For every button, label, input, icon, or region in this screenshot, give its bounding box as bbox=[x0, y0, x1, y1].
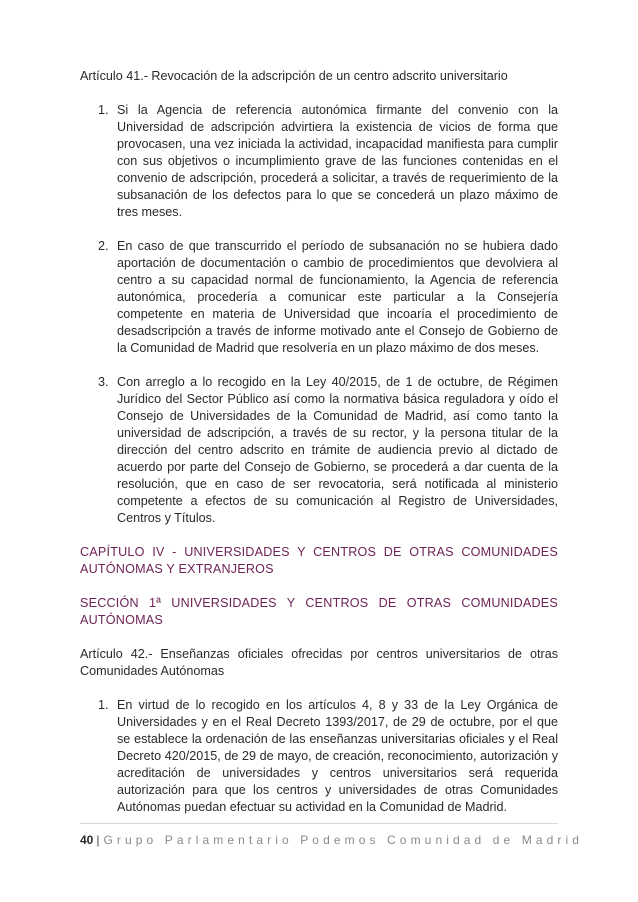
article-41-list bbox=[80, 102, 558, 527]
article-41-item-1 bbox=[80, 102, 558, 221]
footer-organization: Grupo Parlamentario Podemos Comunidad de Madrid bbox=[103, 833, 584, 847]
footer-separator: | bbox=[96, 833, 100, 847]
item-text: Si la Agencia de referencia autonómica firmante del convenio con la Universidad de adscripción advirtiera la existencia de vicios de forma que provocasen, una vez iniciada la actividad, incapacidad manifiesta para cumplir con sus objetivos o incumplimiento grave de las funciones contenidas en el convenio de adscripción, procederá a solicitar, a través de requerimiento de la subsanación de los defectos para lo que se concederá un plazo máximo de tres meses. bbox=[117, 103, 558, 219]
section-heading: SECCIÓN 1ª UNIVERSIDADES Y CENTROS DE OTRAS COMUNIDADES AUTÓNOMAS bbox=[80, 596, 558, 627]
item-number: 1. bbox=[98, 698, 109, 712]
page-content bbox=[80, 68, 558, 833]
article-41-item-2 bbox=[80, 238, 558, 357]
page-footer bbox=[80, 832, 584, 848]
article-41-title: Artículo 41.- Revocación de la adscripción de un centro adscrito universitario bbox=[80, 69, 508, 83]
article-42-item-1 bbox=[80, 697, 558, 816]
article-42-title: Artículo 42.- Enseñanzas oficiales ofrecidas por centros universitarios de otras Comunidades Autónomas bbox=[80, 647, 558, 678]
article-42-list bbox=[80, 697, 558, 816]
page-number: 40 bbox=[80, 833, 94, 847]
item-number: 1. bbox=[98, 103, 109, 117]
chapter-heading: CAPÍTULO IV - UNIVERSIDADES Y CENTROS DE OTRAS COMUNIDADES AUTÓNOMAS Y EXTRANJEROS bbox=[80, 545, 558, 576]
item-text: En virtud de lo recogido en los artículos 4, 8 y 33 de la Ley Orgánica de Universidades y en el Real Decreto 1393/2017, de 29 de octubre, por el que se establece la ordenación de las enseñanzas universitarias oficiales y el Real Decreto 420/2015, de 29 de mayo, de creación, reconocimiento, autorización y acreditación de universidades y centros universitarios será requerida autorización para que los centros y universidades de otras Comunidades Autónomas puedan efectuar su actividad en la Comunidad de Madrid. bbox=[117, 698, 558, 814]
footer-divider bbox=[80, 823, 558, 824]
item-number: 3. bbox=[98, 375, 109, 389]
item-number: 2. bbox=[98, 239, 109, 253]
item-text: Con arreglo a lo recogido en la Ley 40/2015, de 1 de octubre, de Régimen Jurídico del Sector Público así como la normativa básica reguladora y oído el Consejo de Universidades de la Comunidad de Madrid, así como tanto la universidad de adscripción, a través de su rector, y la persona titular de la dirección del centro adscrito en trámite de audiencia previo al dictado de acuerdo por parte del Consejo de Gobierno, se procederá a dar cuenta de la resolución, que en caso de ser revocatoria, será notificada al ministerio competente a efectos de su comunicación al Registro de Universidades, Centros y Títulos. bbox=[117, 375, 558, 525]
item-text: En caso de que transcurrido el período de subsanación no se hubiera dado aportación de documentación o cambio de procedimientos que devolviera al centro a su capacidad normal de funcionamiento, la Agencia de referencia autonómica, procedería a comunicar este particular a la Consejería competente en materia de Universidad que incoaría el procedimiento de desadscripción a través de informe motivado ante el Consejo de Gobierno de la Comunidad de Madrid que resolvería en un plazo máximo de dos meses. bbox=[117, 239, 558, 355]
article-41-item-3 bbox=[80, 374, 558, 527]
